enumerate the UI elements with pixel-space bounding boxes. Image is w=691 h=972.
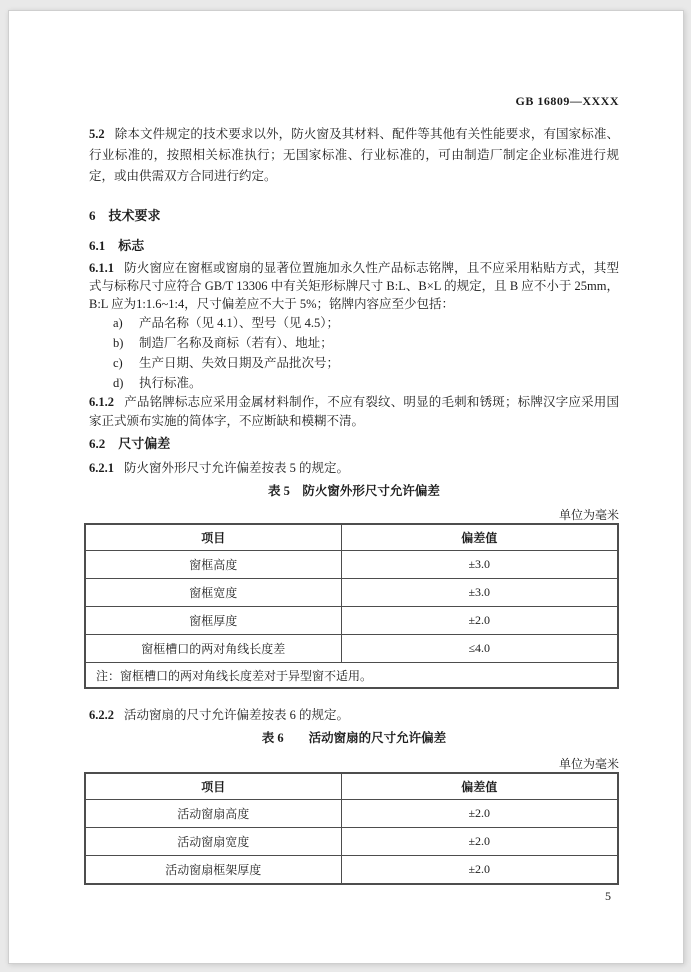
item-cell: 窗框宽度 <box>85 579 341 607</box>
section-number: 6.1 <box>89 238 106 253</box>
table-note-row <box>85 663 618 689</box>
clause-text: 除本文件规定的技术要求以外，防火窗及其材料、配件等其他有关性能要求，有国家标准、行业标准的，按照相关标准执行；无国家标准、行业标准的，可由制造厂制定企业标准进行规定，或由供需双方合同进行约定。 <box>89 127 619 183</box>
clause-number: 5.2 <box>89 127 105 141</box>
column-header-deviation: 偏差值 <box>341 773 618 800</box>
value-cell: ≤4.0 <box>341 635 618 663</box>
table-row <box>85 635 618 663</box>
item-cell: 活动窗扇宽度 <box>85 828 341 856</box>
clause-text: 防火窗外形尺寸允许偏差按表 5 的规定。 <box>124 461 350 475</box>
table-row <box>85 828 618 856</box>
value-cell: ±2.0 <box>341 828 618 856</box>
column-header-item: 项目 <box>85 524 341 551</box>
table-header-row <box>85 524 618 551</box>
clause-text: 产品铭牌标志应采用金属材料制作，不应有裂纹、明显的毛刺和锈斑；标牌汉字应采用国家正式颁布实施的简体字，不应断缺和模糊不清。 <box>89 395 619 428</box>
item-cell: 窗框厚度 <box>85 607 341 635</box>
table-row <box>85 607 618 635</box>
value-cell: ±3.0 <box>341 579 618 607</box>
clause-number: 6.2.1 <box>89 461 114 475</box>
item-cell: 活动窗扇高度 <box>85 800 341 828</box>
clause-number: 6.2.2 <box>89 708 114 722</box>
item-cell: 窗框高度 <box>85 551 341 579</box>
list-item <box>89 313 619 333</box>
section-title: 尺寸偏差 <box>118 436 171 451</box>
table-6-caption: 表 6 活动窗扇的尺寸允许偏差 <box>261 731 447 745</box>
list-item <box>89 333 619 353</box>
clause-6-1-1-paragraph <box>89 259 619 313</box>
clause-text: 防火窗应在窗框或窗扇的显著位置施加永久性产品标志铭牌，且不应采用粘贴方式，其型式与标称尺寸应符合 GB/T 13306 中有关矩形标牌尺寸 B:L、B×L 的规定，且 B 应不小于 25mm，B:L 应为1:1.6~1:4，尺寸偏差应不大于 5%；铭牌内容应至少包括： <box>89 261 619 311</box>
item-cell: 活动窗扇框架厚度 <box>85 856 341 885</box>
list-item-text: 执行标准。 <box>139 376 202 390</box>
document-page <box>8 10 684 964</box>
table-5 <box>84 523 619 689</box>
table-6 <box>84 772 619 885</box>
table-6-unit-label: 单位为毫米 <box>558 757 619 771</box>
table-5-note: 注：窗框槽口的两对角线长度差对于异型窗不适用。 <box>85 663 618 689</box>
section-6-2-heading <box>89 436 619 452</box>
table-5-caption: 表 5 防火窗外形尺寸允许偏差 <box>268 484 440 498</box>
table-5-unit-label: 单位为毫米 <box>558 508 619 522</box>
nameplate-content-list <box>89 313 619 393</box>
clause-6-1-2-paragraph <box>89 393 619 431</box>
section-title: 标志 <box>118 238 145 253</box>
clause-5-2-paragraph <box>89 124 619 187</box>
table-row <box>85 800 618 828</box>
list-item-text: 制造厂名称及商标（若有）、地址； <box>139 336 333 350</box>
table-header-row <box>85 773 618 800</box>
list-item-letter: b) <box>113 336 124 350</box>
list-item-letter: a) <box>113 316 123 330</box>
clause-number: 6.1.2 <box>89 395 114 409</box>
value-cell: ±2.0 <box>341 607 618 635</box>
list-item-text: 生产日期、失效日期及产品批次号； <box>139 356 340 370</box>
value-cell: ±3.0 <box>341 551 618 579</box>
clause-text: 活动窗扇的尺寸允许偏差按表 6 的规定。 <box>124 708 350 722</box>
table-row <box>85 579 618 607</box>
section-number: 6.2 <box>89 436 106 451</box>
list-item <box>89 353 619 373</box>
table-row <box>85 551 618 579</box>
clause-6-2-1-paragraph <box>89 458 619 479</box>
section-number: 6 <box>89 208 96 223</box>
document-code: GB 16809—XXXX <box>515 94 619 108</box>
column-header-item: 项目 <box>85 773 341 800</box>
clause-6-2-2-paragraph <box>89 705 619 726</box>
column-header-deviation: 偏差值 <box>341 524 618 551</box>
page-number: 5 <box>605 889 611 903</box>
table-row <box>85 856 618 885</box>
list-item-text: 产品名称（见 4.1）、型号（见 4.5）； <box>139 316 340 330</box>
clause-number: 6.1.1 <box>89 261 114 275</box>
list-item <box>89 373 619 393</box>
section-6-1-heading <box>89 238 619 254</box>
item-cell: 窗框槽口的两对角线长度差 <box>85 635 341 663</box>
list-item-letter: c) <box>113 356 123 370</box>
value-cell: ±2.0 <box>341 856 618 885</box>
section-6-heading <box>89 208 619 224</box>
list-item-letter: d) <box>113 376 124 390</box>
value-cell: ±2.0 <box>341 800 618 828</box>
section-title: 技术要求 <box>108 208 161 223</box>
